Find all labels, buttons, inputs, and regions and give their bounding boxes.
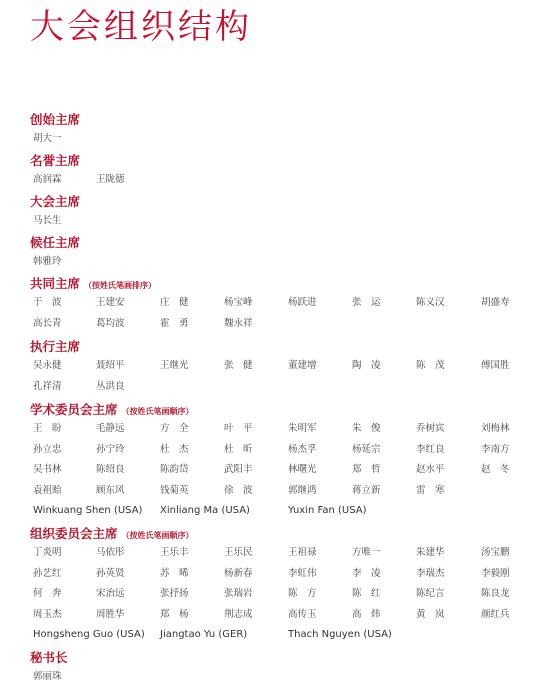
member-name: 傅国胜 — [481, 360, 510, 371]
member-name: 杜 昕 — [224, 443, 253, 455]
member-name: 陈绍良 — [96, 464, 125, 475]
member-name: 高长青 — [33, 317, 62, 329]
member-name: 高传玉 — [288, 608, 317, 620]
member-name: 丛洪良 — [96, 380, 125, 392]
member-name: 周玉杰 — [33, 608, 62, 620]
member-name: 赵水平 — [416, 464, 445, 475]
member-name: 方唯一 — [352, 547, 381, 558]
member-name: 陈韵岱 — [160, 464, 189, 475]
member-name: 孙艺红 — [33, 567, 62, 579]
member-name: 李 凌 — [352, 567, 381, 579]
member-name: 陈 红 — [352, 588, 381, 599]
member-name: 杨新春 — [224, 567, 253, 579]
member-name: 毛静远 — [96, 423, 125, 434]
member-name: 王乐民 — [224, 547, 253, 558]
member-name: 王 盼 — [33, 423, 62, 434]
section-heading-note: （按姓氏笔画顺序） — [121, 531, 194, 540]
section-heading-text: 创始主席 — [30, 112, 81, 127]
member-name: 霍 勇 — [160, 317, 189, 329]
member-name: 陈义汉 — [416, 297, 445, 308]
section-heading-note: （按姓氏笔画顺序） — [121, 407, 194, 416]
member-name: 郭丽珠 — [33, 671, 62, 682]
section-heading-text: 名誉主席 — [30, 153, 81, 168]
member-name: 蒋立新 — [352, 484, 381, 496]
member-name: 陈 茂 — [416, 360, 445, 371]
member-name: 胡盛寿 — [481, 297, 510, 308]
member-name: 高 炜 — [352, 608, 381, 620]
member-name: 朱建华 — [416, 547, 445, 558]
member-name: 陈良龙 — [481, 588, 510, 599]
member-name: 袁祖贻 — [33, 484, 62, 496]
member-name: 杜 杰 — [160, 443, 189, 455]
member-name: 丁炎明 — [33, 547, 62, 558]
member-name: 杨杰孚 — [288, 443, 317, 455]
member-name-en: Winkuang Shen (USA) — [33, 505, 143, 516]
member-name: 张瑞岩 — [224, 588, 253, 599]
member-name: 李毅刚 — [481, 567, 510, 579]
member-name: 郭继鸿 — [288, 484, 317, 496]
member-name-en: Jiangtao Yu (GER) — [160, 629, 248, 640]
section-heading-text: 学术委员会主席 — [30, 402, 118, 417]
section-heading — [30, 235, 80, 251]
member-name: 吴永健 — [33, 360, 62, 371]
section-heading — [30, 194, 80, 210]
member-name: 杨宝峰 — [224, 297, 253, 308]
member-name: 郑 哲 — [352, 464, 381, 475]
member-name: 宋治远 — [96, 588, 125, 599]
member-name: 胡大一 — [33, 133, 62, 144]
member-name: 郑 杨 — [160, 608, 189, 620]
section-heading-text: 秘书长 — [30, 650, 68, 665]
section-heading — [30, 402, 194, 420]
member-name: 朱 俊 — [352, 423, 381, 434]
member-name: 荆志成 — [224, 608, 253, 620]
member-name: 方 全 — [160, 423, 189, 434]
member-name: 杨延宗 — [352, 443, 381, 455]
member-name: 周胜华 — [96, 608, 125, 620]
member-name: 李南方 — [481, 443, 510, 455]
member-name: 何 奔 — [33, 588, 62, 599]
member-name: 聂绍平 — [96, 360, 125, 371]
section-heading — [30, 112, 80, 128]
member-name: 林曙光 — [288, 464, 317, 475]
member-name: 王陇德 — [96, 174, 125, 185]
member-name: 杨跃进 — [288, 297, 317, 308]
member-name: 马依彤 — [96, 547, 125, 558]
member-name: 赵 冬 — [481, 464, 510, 475]
member-name: 张抒扬 — [160, 588, 189, 599]
member-name: 王祖禄 — [288, 547, 317, 558]
member-name: 王建安 — [96, 297, 125, 308]
member-name: 孙立忠 — [33, 443, 62, 455]
section-heading — [30, 153, 80, 169]
section-heading — [30, 276, 156, 294]
member-name: 徐 波 — [224, 484, 253, 496]
member-name: 孙英贤 — [96, 567, 125, 579]
section-heading-text: 候任主席 — [30, 235, 81, 250]
member-name: 钱菊英 — [160, 484, 189, 496]
member-name: 陶 凌 — [352, 360, 381, 371]
member-name-en: Yuxin Fan (USA) — [288, 505, 367, 516]
member-name: 雷 寒 — [416, 484, 445, 496]
member-name: 孔祥清 — [33, 380, 62, 392]
member-name: 张 运 — [352, 297, 381, 308]
section-heading — [30, 650, 68, 666]
member-name: 武阳丰 — [224, 464, 253, 475]
member-name: 董建增 — [288, 360, 317, 371]
member-name: 陈纪言 — [416, 588, 445, 599]
member-name: 陈 方 — [288, 588, 317, 599]
section-heading-text: 大会主席 — [30, 194, 81, 209]
member-name: 孙宁玲 — [96, 443, 125, 455]
section-heading — [30, 526, 194, 544]
member-name: 魏永祥 — [224, 317, 253, 329]
member-name: 苏 晞 — [160, 567, 189, 579]
member-name: 李虹伟 — [288, 567, 317, 579]
section-heading-text: 共同主席 — [30, 276, 81, 291]
member-name: 庄 健 — [160, 297, 189, 308]
member-name: 于 波 — [33, 297, 62, 308]
member-name: 张 健 — [224, 360, 253, 371]
member-name: 吴书林 — [33, 464, 62, 475]
member-name: 叶 平 — [224, 423, 253, 434]
member-name: 黄 岚 — [416, 608, 445, 620]
member-name: 王乐丰 — [160, 547, 189, 558]
member-name-en: Thach Nguyen (USA) — [288, 629, 392, 640]
member-name: 乔树宾 — [416, 423, 445, 434]
member-name: 李红良 — [416, 443, 445, 455]
member-name: 高润霖 — [33, 174, 62, 185]
section-heading-text: 组织委员会主席 — [30, 526, 118, 541]
member-name: 颜红兵 — [481, 608, 510, 620]
page-title: 大会组织结构 — [30, 7, 252, 47]
member-name-en: Xinliang Ma (USA) — [160, 505, 250, 516]
section-heading-note: （按姓氏笔画排序） — [84, 281, 157, 290]
member-name: 韩雅玲 — [33, 256, 62, 267]
member-name: 朱明军 — [288, 423, 317, 434]
member-name: 马长生 — [33, 215, 62, 226]
member-name: 顾东风 — [96, 484, 125, 496]
member-name: 葛均波 — [96, 317, 125, 329]
member-name-en: Hongsheng Guo (USA) — [33, 629, 145, 640]
section-heading-text: 执行主席 — [30, 339, 81, 354]
member-name: 刘梅林 — [481, 423, 510, 434]
section-heading — [30, 339, 80, 355]
member-name: 王继光 — [160, 360, 189, 371]
member-name: 汤宝鹏 — [481, 547, 510, 558]
member-name: 李瑞杰 — [416, 567, 445, 579]
